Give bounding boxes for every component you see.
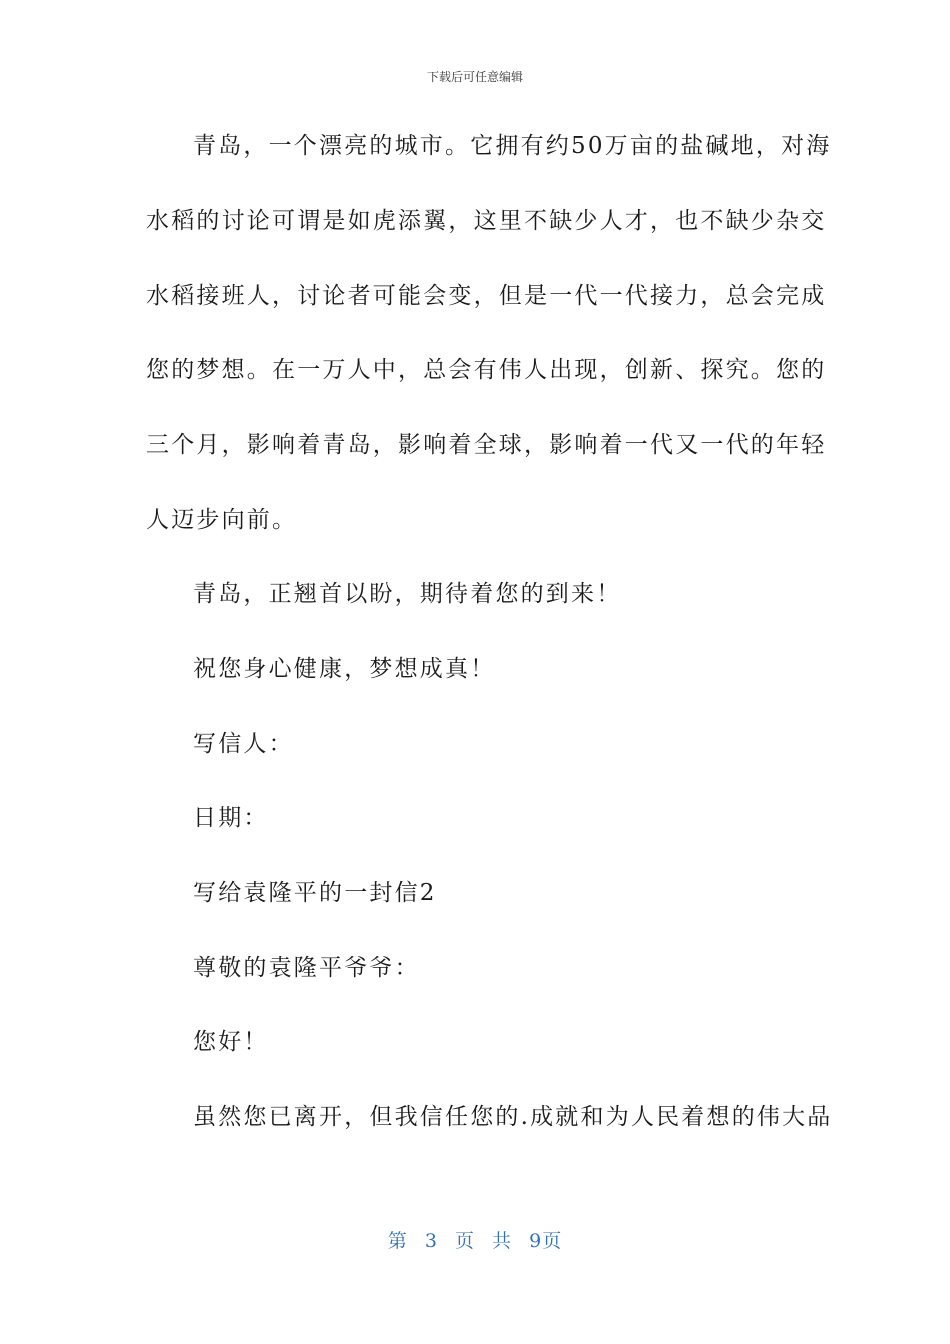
text-line: 虽然您已离开，但我信任您的.成就和为人民着想的伟大品 — [193, 1104, 833, 1130]
footer-page-label: 第 — [387, 1230, 408, 1252]
footer-total-label: 共 — [492, 1230, 513, 1252]
text-line: 青岛，一个漂亮的城市。它拥有约50万亩的盐碱地，对海 — [193, 133, 832, 159]
text-line: 水稻接班人，讨论者可能会变，但是一代一代接力，总会完成 — [146, 283, 827, 309]
text-line: 水稻的讨论可谓是如虎添翼，这里不缺少人才，也不缺少杂交 — [146, 208, 827, 234]
text-line: 尊敬的袁隆平爷爷： — [193, 955, 420, 981]
footer-total-pages: 9页 — [529, 1230, 563, 1252]
text-line: 青岛，正翘首以盼，期待着您的到来！ — [193, 581, 622, 607]
text-line: 日期： — [193, 805, 269, 831]
text-line: 写信人： — [193, 731, 294, 757]
text-line: 祝您身心健康，梦想成真！ — [193, 656, 496, 682]
text-line: 您好！ — [193, 1029, 269, 1055]
text-line: 人迈步向前。 — [146, 507, 298, 533]
footer-page-unit: 页 — [454, 1230, 475, 1252]
footer-current-page: 3 — [424, 1230, 438, 1252]
text-line: 您的梦想。在一万人中，总会有伟人出现，创新、探究。您的 — [146, 357, 827, 383]
text-line: 三个月，影响着青岛，影响着全球，影响着一代又一代的年轻 — [146, 432, 827, 458]
page-header: 下载后可任意编辑 — [426, 70, 523, 84]
page-footer — [0, 1226, 950, 1253]
text-line: 写给袁隆平的一封信2 — [193, 880, 437, 906]
